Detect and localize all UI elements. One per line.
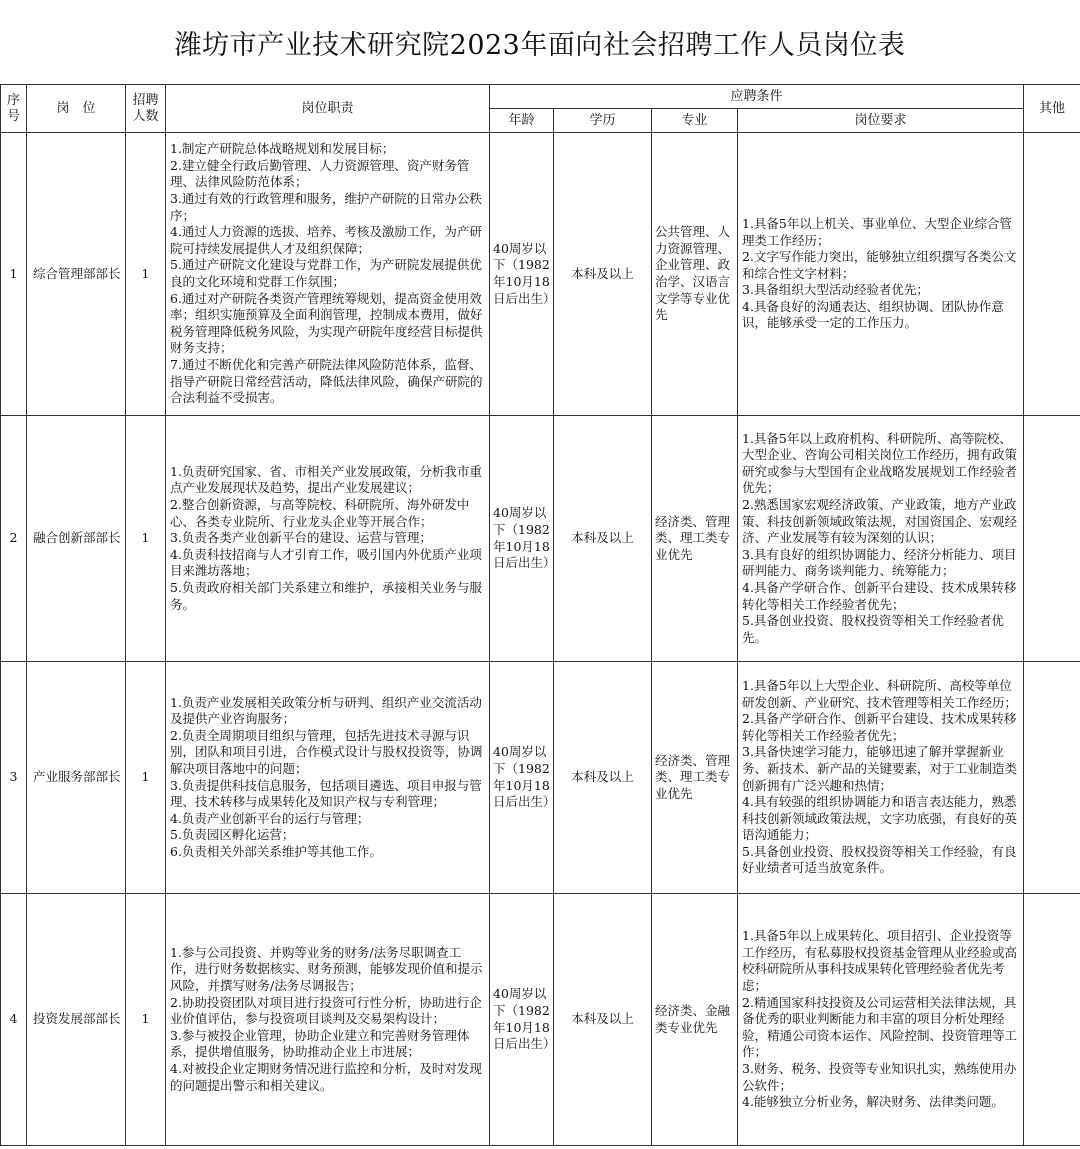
duty-item: 2.建立健全行政后勤管理、人力资源管理、资产财务管理、法律风险防范体系；	[170, 157, 470, 190]
duty-item: 1.制定产研院总体战略规划和发展目标；	[170, 141, 395, 157]
row-duties	[166, 133, 490, 416]
header-requirements: 岗位要求	[738, 109, 1024, 133]
requirement-item: 5.具备创业投资、股权投资等相关工作经验，有良好业绩者可适当放宽条件。	[742, 843, 1017, 876]
requirement-item: 1.具备5年以上机关、事业单位、大型企业综合管理类工作经历；	[742, 215, 1012, 248]
requirement-item: 4.具备产学研合作、创新平台建设、技术成果转移转化等相关工作经验者优先；	[742, 579, 1017, 612]
row-position: 投资发展部部长	[27, 894, 126, 1146]
duty-item: 1.负责研究国家、省、市相关产业发展政策，分析我市重点产业发展现状及趋势，提出产业发展建议；	[170, 463, 482, 496]
row-position: 综合管理部部长	[27, 133, 126, 416]
row-other	[1024, 662, 1080, 894]
row-count: 1	[126, 133, 166, 416]
row-duties	[166, 416, 490, 662]
row-requirements	[738, 416, 1024, 662]
duty-item: 3.通过有效的行政管理和服务，维护产研院的日常办公秩序；	[170, 191, 482, 223]
duty-item: 5.负责政府相关部门关系建立和维护，承接相关业务与服务。	[170, 579, 482, 612]
row-seq: 3	[1, 662, 27, 894]
duty-item: 3.负责各类产业创新平台的建设、运营与管理；	[170, 530, 432, 546]
duty-item: 2.负责全周期项目组织与管理，包括先进技术寻源与识别，团队和项目引进，合作模式设计与股权投资等，协调解决项目落地中的问题；	[170, 727, 483, 776]
header-seq: 序号	[1, 85, 27, 133]
row-age: 40周岁以下（1982年10月18日后出生）	[490, 662, 554, 894]
duty-item: 2.整合创新资源，与高等院校、科研院所、海外研发中心、各类专业院所、行业龙头企业等开展合作；	[170, 497, 470, 529]
requirement-item: 3.具有良好的组织协调能力、经济分析能力、项目研判能力、商务谈判能力、统筹能力；	[742, 546, 1017, 579]
requirement-item: 1.具备5年以上成果转化、项目招引、企业投资等工作经历，有私募股权投资基金管理从业经验或高校科研院所从事科技成果转化管理经验者优先考虑；	[742, 928, 1018, 994]
row-age: 40周岁以下（1982年10月18日后出生）	[490, 133, 554, 416]
table-row	[1, 662, 1080, 894]
row-requirements	[738, 133, 1024, 416]
requirement-item: 4.具备良好的沟通表达、组织协调、团队协作意识，能够承受一定的工作压力。	[742, 298, 1004, 331]
row-position: 产业服务部部长	[27, 662, 126, 894]
duty-item: 4.负责科技招商与人才引育工作，吸引国内外优质产业项目来潍坊落地；	[170, 546, 482, 579]
row-major: 经济类、管理类、理工类专业优先	[652, 416, 738, 662]
duty-item: 1.参与公司投资、并购等业务的财务/法务尽职调查工作，进行财务数据核实、财务预测，能够发现价值和提示风险，并撰写财务/法务尽调报告；	[170, 944, 483, 994]
requirement-item: 3.具备组织大型活动经验者优先；	[742, 282, 929, 298]
duty-item: 2.协助投资团队对项目进行投资可行性分析，协助进行企业价值评估，参与投资项目谈判及交易架构设计；	[170, 994, 482, 1027]
requirement-item: 2.具备产学研合作、创新平台建设、技术成果转移转化等相关工作经验者优先；	[742, 711, 1017, 743]
requirement-item: 5.具备创业投资、股权投资等相关工作经验者优先。	[742, 613, 1004, 645]
row-education: 本科及以上	[554, 133, 652, 416]
row-major: 公共管理、人力资源管理、企业管理、政治学、汉语言文学等专业优先	[652, 133, 738, 416]
requirement-item: 3.财务、税务、投资等专业知识扎实，熟练使用办公软件；	[742, 1060, 1017, 1093]
duty-item: 4.通过人力资源的选拔、培养、考核及激励工作，为产研院可持续发展提供人才及组织保障；	[170, 224, 482, 256]
duty-item: 3.参与被投企业管理，协助企业建立和完善财务管理体系，提供增值服务，协助推动企业上市进展；	[170, 1027, 470, 1060]
page-title: 潍坊市产业技术研究院2023年面向社会招聘工作人员岗位表	[174, 29, 906, 61]
duty-item: 5.负责园区孵化运营；	[170, 827, 295, 843]
row-count: 1	[126, 416, 166, 662]
table-row	[1, 133, 1080, 416]
row-requirements	[738, 894, 1024, 1146]
requirement-item: 1.具备5年以上大型企业、科研院所、高校等单位研发创新、产业研究、技术管理等相关工作经历；	[742, 677, 1018, 710]
header-age: 年龄	[490, 109, 554, 133]
row-education: 本科及以上	[554, 416, 652, 662]
row-count: 1	[126, 894, 166, 1146]
job-table	[0, 84, 1080, 1146]
requirement-item: 4.能够独立分析业务，解决财务、法律类问题。	[742, 1094, 1004, 1110]
row-age: 40周岁以下（1982年10月18日后出生）	[490, 894, 554, 1146]
header-other: 其他	[1024, 85, 1080, 133]
header-conditions: 应聘条件	[490, 85, 1024, 109]
header-education: 学历	[554, 109, 652, 133]
header-position: 岗 位	[27, 85, 126, 133]
duty-item: 1.负责产业发展相关政策分析与研判、组织产业交流活动及提供产业咨询服务；	[170, 694, 482, 727]
row-position: 融合创新部部长	[27, 416, 126, 662]
row-education: 本科及以上	[554, 894, 652, 1146]
header-count: 招聘人数	[126, 85, 166, 133]
duty-item: 3.负责提供科技信息服务，包括项目遴选、项目申报与管理、技术转移与成果转化及知识产权与专利管理；	[170, 777, 482, 810]
requirement-item: 2.精通国家科技投资及公司运营相关法律法规，具备优秀的职业判断能力和丰富的项目分析处理经验，精通公司资本运作、风险控制、投资管理等工作；	[742, 994, 1018, 1060]
header-major: 专业	[652, 109, 738, 133]
table-row	[1, 894, 1080, 1146]
row-other	[1024, 133, 1080, 416]
row-age: 40周岁以下（1982年10月18日后出生）	[490, 416, 554, 662]
row-major: 经济类、金融类专业优先	[652, 894, 738, 1146]
requirement-item: 4.具有较强的组织协调能力和语言表达能力，熟悉科技创新领域政策法规，文字功底强，有良好的英语沟通能力；	[742, 794, 1018, 843]
row-seq: 1	[1, 133, 27, 416]
row-seq: 2	[1, 416, 27, 662]
requirement-item: 1.具备5年以上政府机构、科研院所、高等院校、大型企业、咨询公司相关岗位工作经历，拥有政策研究或参与大型国有企业战略发展规划工作经验者优先；	[742, 430, 1018, 496]
requirement-item: 3.具备快速学习能力，能够迅速了解并掌握新业务、新技术、新产品的关键要素，对于工业制造类创新拥有广泛兴趣和热情；	[742, 744, 1018, 793]
row-education: 本科及以上	[554, 662, 652, 894]
duty-item: 7.通过不断优化和完善产研院法律风险防范体系，监督、指导产研院日常经营活动，降低法律风险，确保产研院的合法利益不受损害。	[170, 356, 483, 406]
requirement-item: 2.文字写作能力突出，能够独立组织撰写各类公文和综合性文字材料；	[742, 249, 1017, 281]
header-duties: 岗位职责	[166, 85, 490, 133]
duty-item: 6.通过对产研院各类资产管理统筹规划，提高资金使用效率；组织实施预算及全面利润管理，控制成本费用，做好税务管理降低税务风险，为实现产研院年度经营目标提供财务支持；	[170, 290, 483, 356]
row-requirements	[738, 662, 1024, 894]
duty-item: 5.通过产研院文化建设与党群工作，为产研院发展提供优良的文化环境和党群工作氛围；	[170, 257, 482, 289]
duty-item: 4.对被投企业定期财务情况进行监控和分析，及时对发现的问题提出警示和相关建议。	[170, 1060, 482, 1093]
row-other	[1024, 416, 1080, 662]
row-duties	[166, 894, 490, 1146]
row-other	[1024, 894, 1080, 1146]
requirement-item: 2.熟悉国家宏观经济政策、产业政策，地方产业政策、科技创新领域政策法规，对国资国企、宏观经济、产业发展等有较为深刻的认识；	[742, 497, 1018, 546]
row-count: 1	[126, 662, 166, 894]
duty-item: 6.负责相关外部关系维护等其他工作。	[170, 843, 382, 859]
table-row	[1, 416, 1080, 662]
row-duties	[166, 662, 490, 894]
duty-item: 4.负责产业创新平台的运行与管理；	[170, 810, 370, 826]
row-major: 经济类、管理类、理工类专业优先	[652, 662, 738, 894]
row-seq: 4	[1, 894, 27, 1146]
